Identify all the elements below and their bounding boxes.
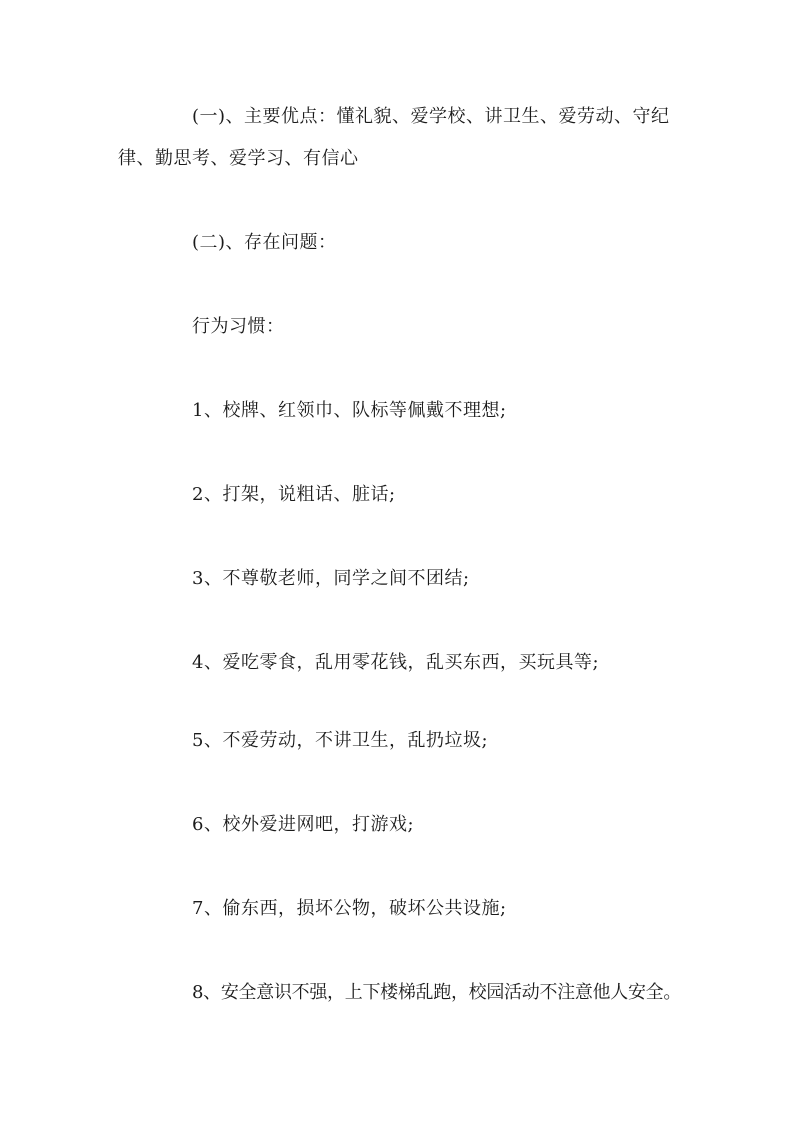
list-item-3: 3、不尊敬老师，同学之间不团结;	[192, 568, 470, 589]
list-item-2: 2、打架，说粗话、脏话;	[192, 484, 396, 505]
list-item-4: 4、爱吃零食，乱用零花钱，乱买东西，买玩具等;	[192, 652, 600, 673]
list-item-1: 1、校牌、红领巾、队标等佩戴不理想;	[192, 400, 507, 421]
list-item-8: 8、安全意识不强，上下楼梯乱跑，校园活动不注意他人安全。	[192, 982, 682, 1003]
list-item-6: 6、校外爱进网吧，打游戏;	[192, 814, 415, 835]
paragraph-advantages: (一)、主要优点：懂礼貌、爱学校、讲卫生、爱劳动、守纪律、勤思考、爱学习、有信心	[118, 106, 670, 169]
paragraph-behavior-heading: 行为习惯：	[192, 316, 285, 337]
list-item-5: 5、不爱劳动，不讲卫生，乱扔垃圾;	[192, 730, 489, 751]
list-item-7: 7、偷东西，损坏公物，破坏公共设施;	[192, 898, 507, 919]
paragraph-problems-heading: (二)、存在问题：	[192, 232, 337, 253]
